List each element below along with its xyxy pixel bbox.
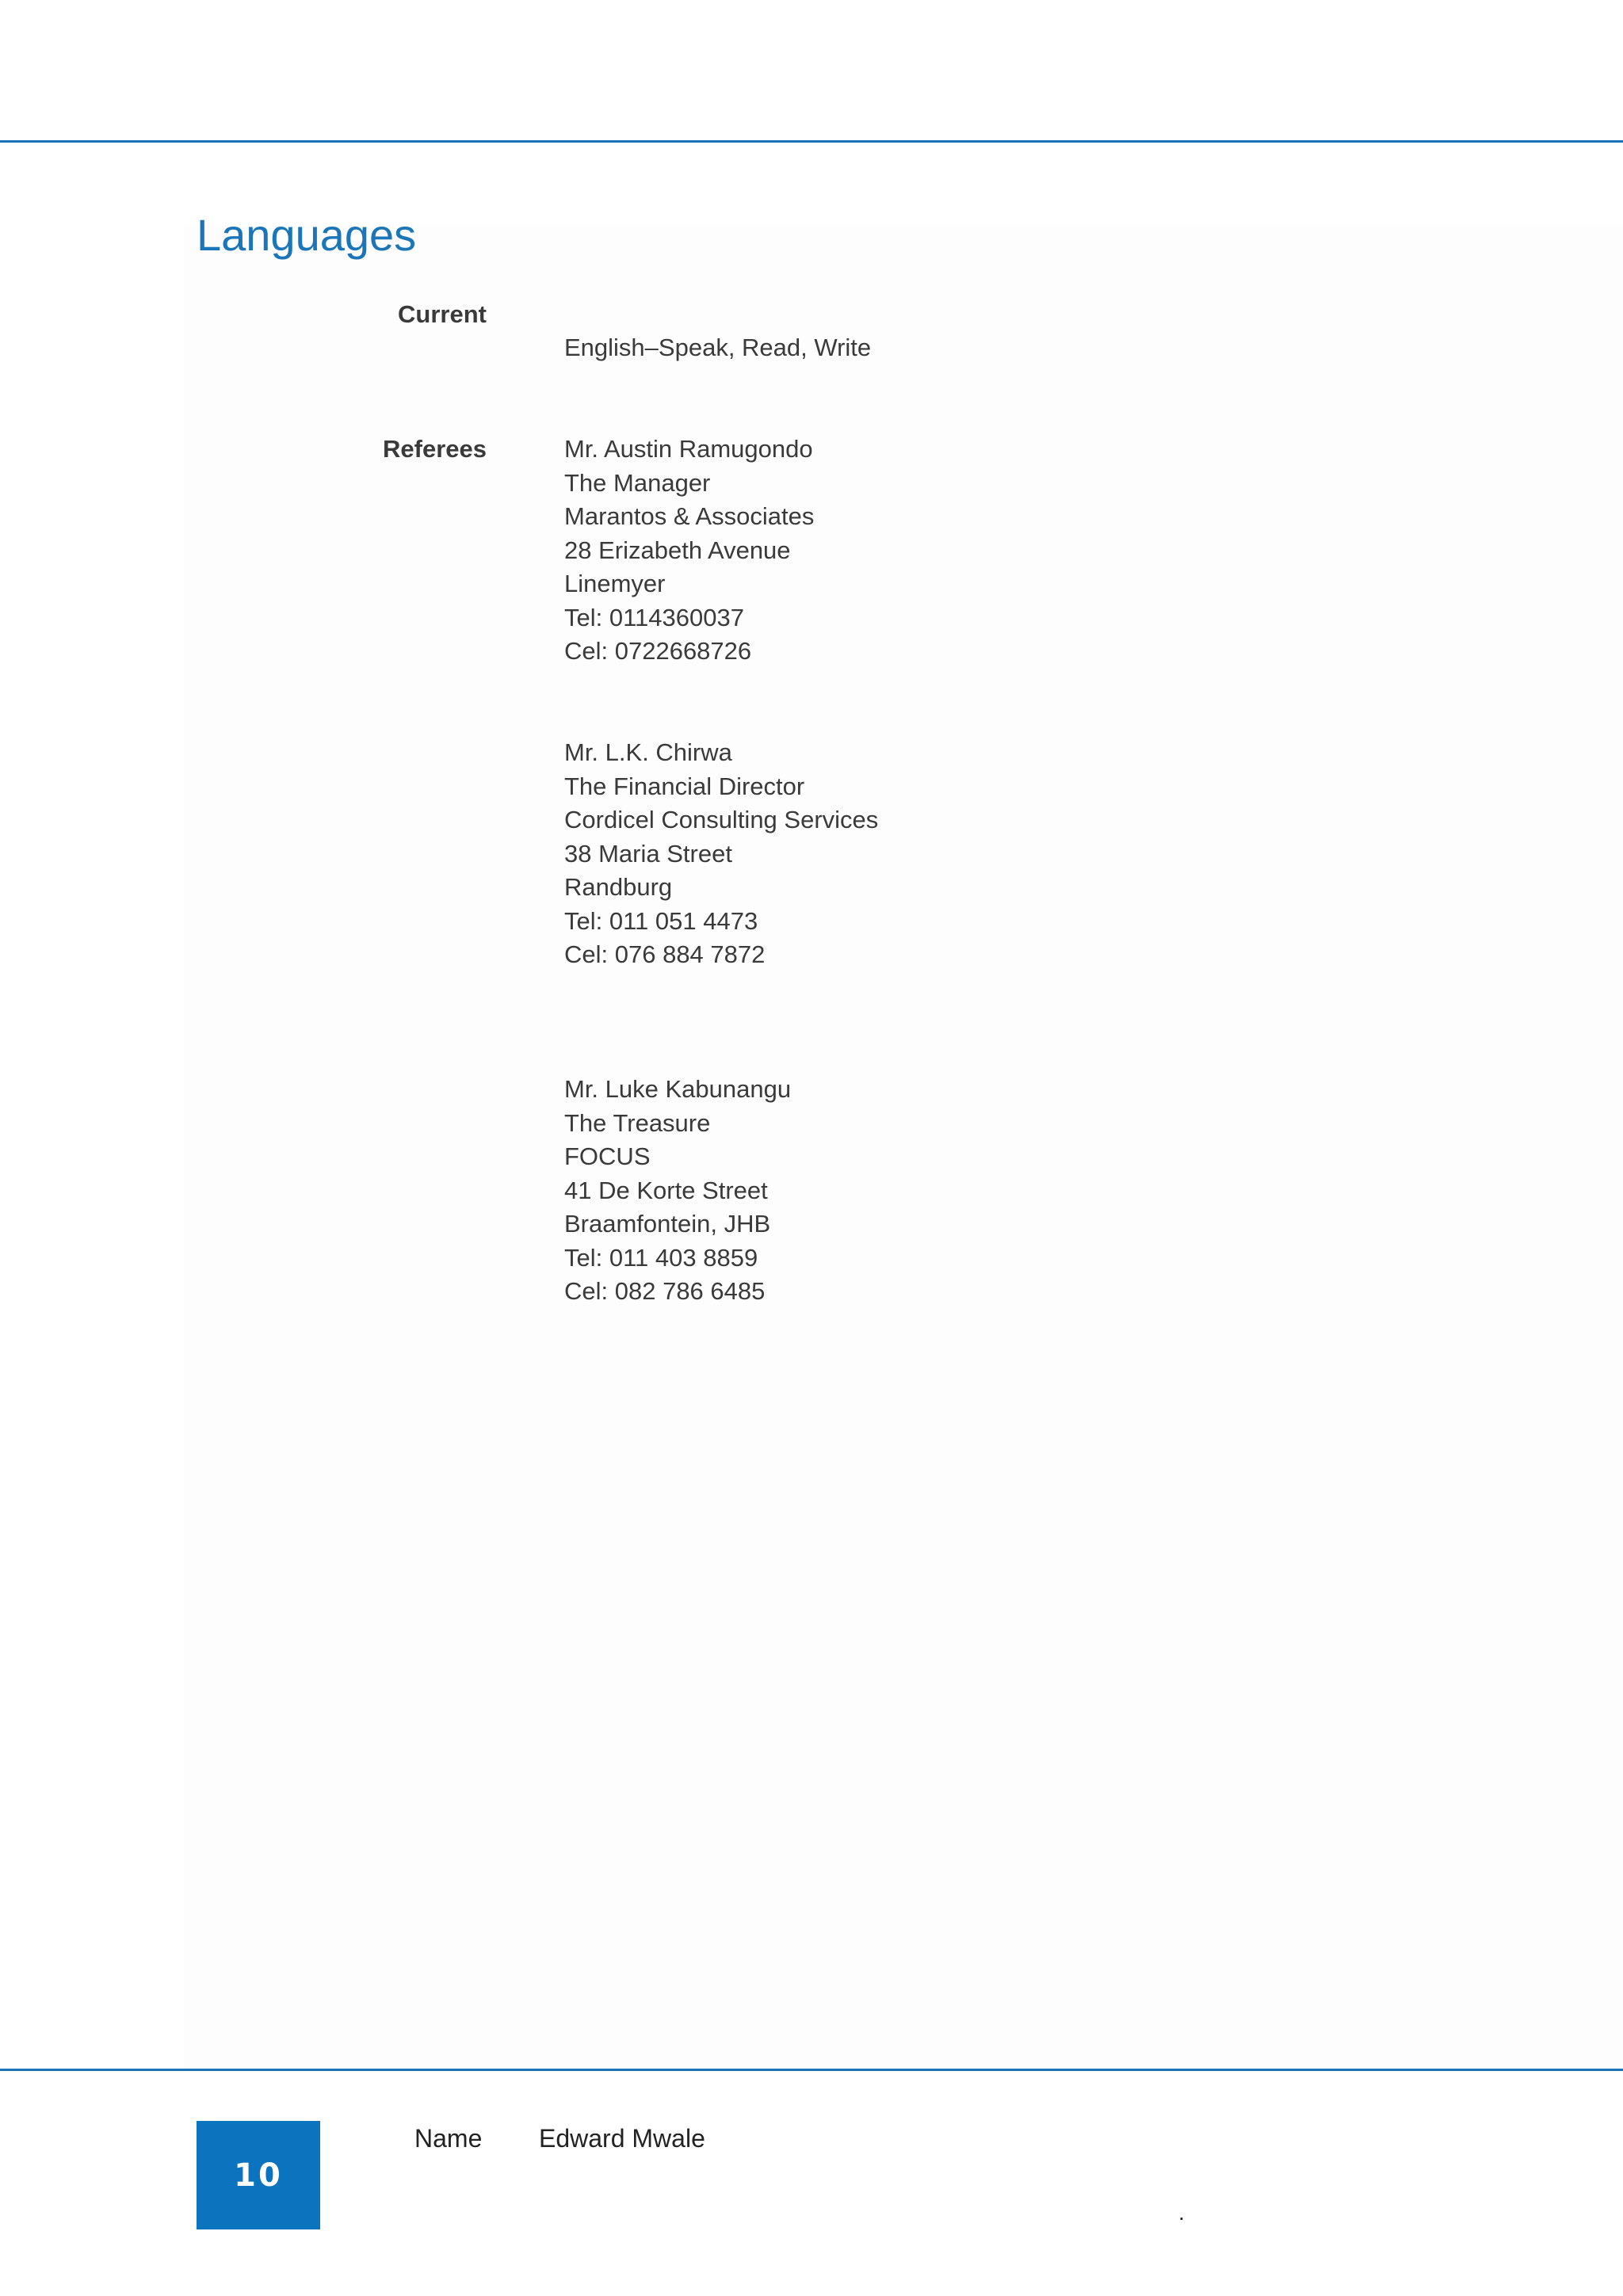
referee-title: The Financial Director bbox=[564, 772, 805, 800]
referee-1 bbox=[564, 433, 814, 669]
footer-name-value: Edward Mwale bbox=[539, 2124, 705, 2153]
referee-title: The Treasure bbox=[564, 1108, 711, 1137]
referee-city: Randburg bbox=[564, 873, 673, 901]
referees-label: Referees bbox=[383, 435, 487, 463]
referee-cel: Cel: 076 884 7872 bbox=[564, 940, 766, 968]
referee-street: 38 Maria Street bbox=[564, 839, 732, 868]
referee-company: FOCUS bbox=[564, 1142, 651, 1170]
referee-company: Cordicel Consulting Services bbox=[564, 806, 879, 833]
current-languages bbox=[564, 331, 871, 365]
referee-title: The Manager bbox=[564, 468, 711, 497]
section-title: Languages bbox=[197, 210, 417, 260]
current-label: Current bbox=[398, 300, 487, 328]
header-divider bbox=[0, 140, 1623, 143]
referee-tel: Tel: 011 051 4473 bbox=[564, 906, 758, 935]
footer-dot: . bbox=[1178, 2200, 1185, 2225]
referee-name: Mr. Luke Kabunangu bbox=[564, 1075, 792, 1103]
page-number-box bbox=[197, 2121, 320, 2229]
referee-2 bbox=[564, 736, 878, 972]
language-line: English–Speak, Read, Write bbox=[564, 334, 872, 361]
footer-name-label: Name bbox=[414, 2124, 483, 2153]
referee-city: Linemyer bbox=[564, 570, 666, 597]
footer-divider bbox=[0, 2069, 1623, 2071]
referee-city: Braamfontein, JHB bbox=[564, 1210, 771, 1238]
referee-company: Marantos & Associates bbox=[564, 502, 815, 530]
referee-cel: Cel: 082 786 6485 bbox=[564, 1277, 766, 1305]
referee-3 bbox=[564, 1073, 791, 1309]
referee-street: 28 Erizabeth Avenue bbox=[564, 536, 791, 564]
referee-name: Mr. L.K. Chirwa bbox=[564, 738, 732, 766]
page-number: 10 bbox=[234, 2157, 283, 2194]
content-panel bbox=[184, 226, 1623, 2069]
referee-tel: Tel: 011 403 8859 bbox=[564, 1243, 758, 1272]
referee-tel: Tel: 0114360037 bbox=[564, 603, 744, 631]
referee-street: 41 De Korte Street bbox=[564, 1176, 768, 1204]
referee-name: Mr. Austin Ramugondo bbox=[564, 435, 813, 463]
referee-cel: Cel: 0722668726 bbox=[564, 637, 752, 665]
